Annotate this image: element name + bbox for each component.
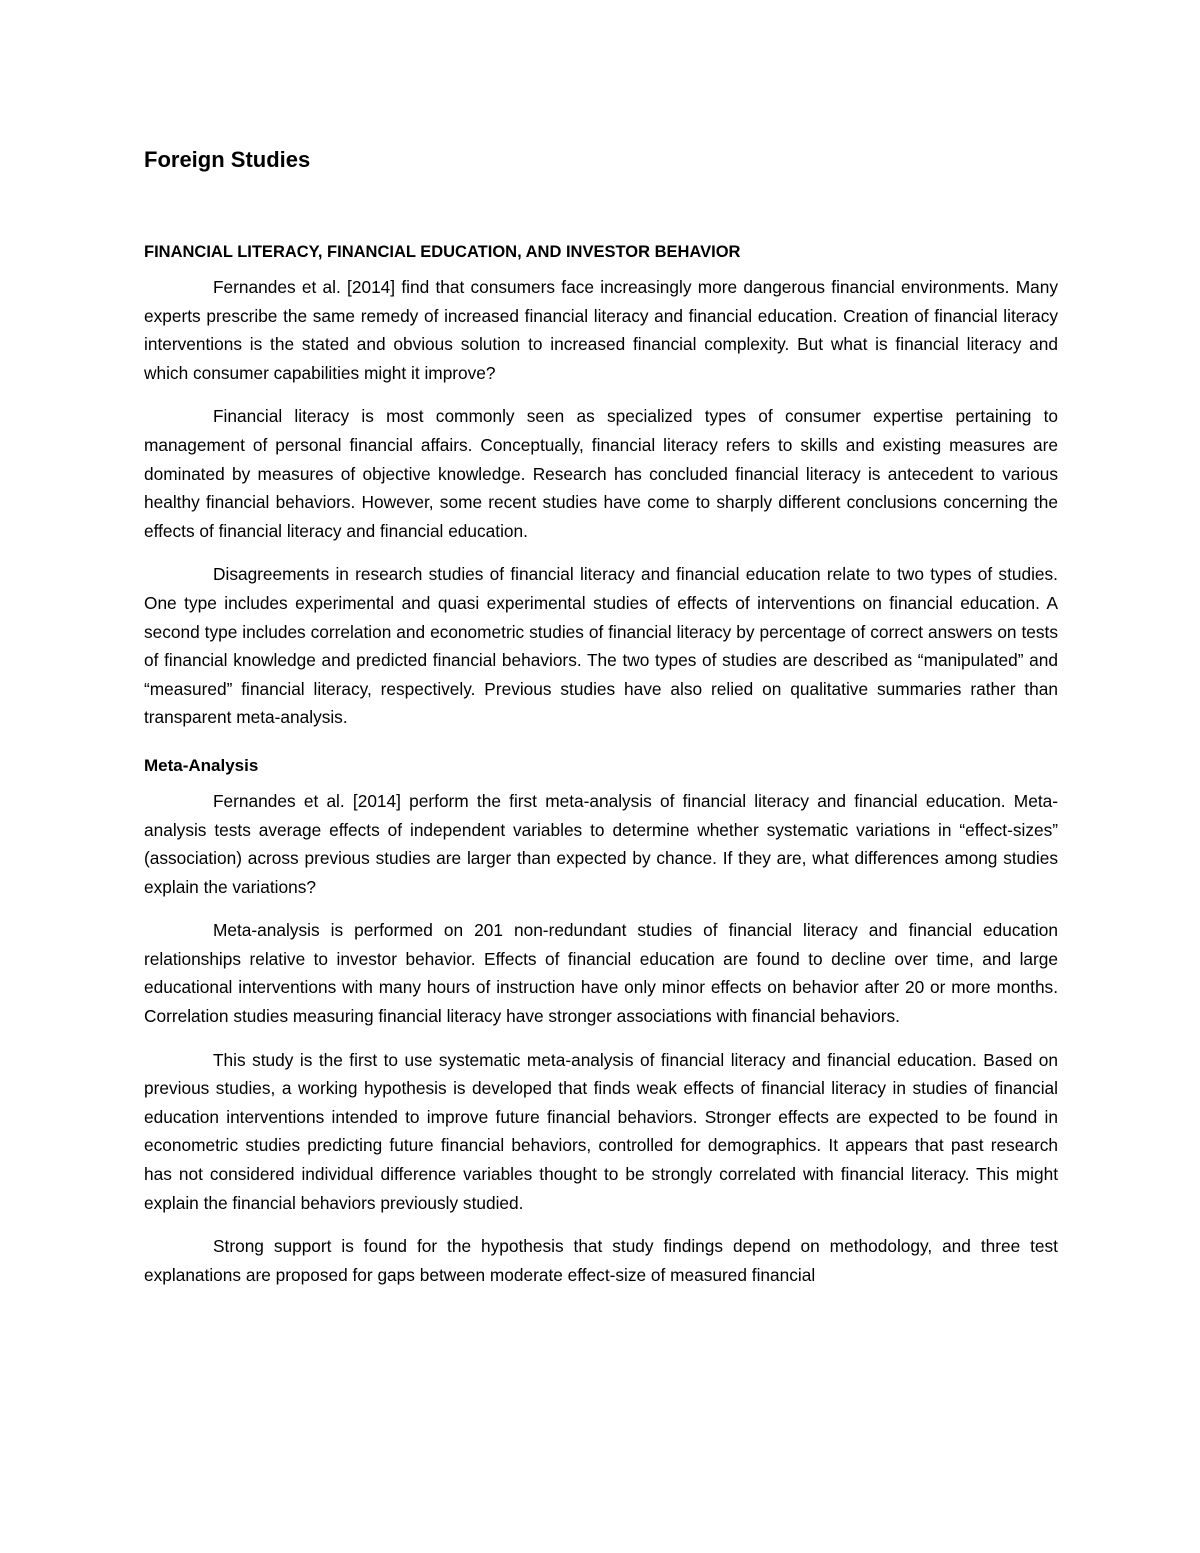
page-title: Foreign Studies <box>144 147 311 172</box>
paragraph-meta-3: This study is the first to use systematic meta-analysis of financial literacy and financial education. Based on previous studies, a working hypothesis is developed that finds weak effects of financial literacy in studies of financial education interventions intended to improve future financial behaviors. Stronger effects are expected to be found in econometric studies predicting future financial behaviors, controlled for demographics. It appears that past research has not considered individual difference variables thought to be strongly correlated with financial literacy. This might explain the financial behaviors previously studied. <box>144 1049 1058 1213</box>
paragraph-intro-2: Financial literacy is most commonly seen as specialized types of consumer expertise pertaining to management of personal financial affairs. Conceptually, financial literacy refers to skills and existing measures are dominated by measures of objective knowledge. Research has concluded financial literacy is antecedent to various healthy financial behaviors. However, some recent studies have come to sharply different conclusions concerning the effects of financial literacy and financial education. <box>144 406 1058 541</box>
document-body <box>144 140 1058 1304</box>
paragraph-intro-3: Disagreements in research studies of financial literacy and financial education relate to two types of studies. One type includes experimental and quasi experimental studies of effects of interventions on financial education. A second type includes correlation and econometric studies of financial literacy by percentage of correct answers on tests of financial knowledge and predicted financial behaviors. The two types of studies are described as “manipulated” and “measured” financial literacy, respectively. Previous studies have also relied on qualitative summaries rather than transparent meta-analysis. <box>144 564 1058 728</box>
meta-analysis-heading: Meta-Analysis <box>144 755 259 775</box>
section-heading: FINANCIAL LITERACY, FINANCIAL EDUCATION, AND INVESTOR BEHAVIOR <box>144 243 741 261</box>
paragraph-intro-1: Fernandes et al. [2014] find that consumers face increasingly more dangerous financial environments. Many experts prescribe the same remedy of increased financial literacy and financial education. Creation of financial literacy interventions is the stated and obvious solution to increased financial complexity. But what is financial literacy and which consumer capabilities might it improve? <box>144 277 1058 383</box>
paragraph-meta-2: Meta-analysis is performed on 201 non-redundant studies of financial literacy and financial education relationships relative to investor behavior. Effects of financial education are found to decline over time, and large educational interventions with many hours of instruction have only minor effects on behavior after 20 or more months. Correlation studies measuring financial literacy have stronger associations with financial behaviors. <box>144 920 1058 1027</box>
paragraph-meta-4: Strong support is found for the hypothesis that study findings depend on methodology, and three test explanations are proposed for gaps between moderate effect-size of measured financial <box>144 1236 1058 1285</box>
paragraph-meta-1: Fernandes et al. [2014] perform the first meta-analysis of financial literacy and financial education. Meta-analysis tests average effects of independent variables to determine whether systematic variations in “effect-sizes” (association) across previous studies are larger than expected by chance. If they are, what differences among studies explain the variations? <box>144 790 1058 897</box>
